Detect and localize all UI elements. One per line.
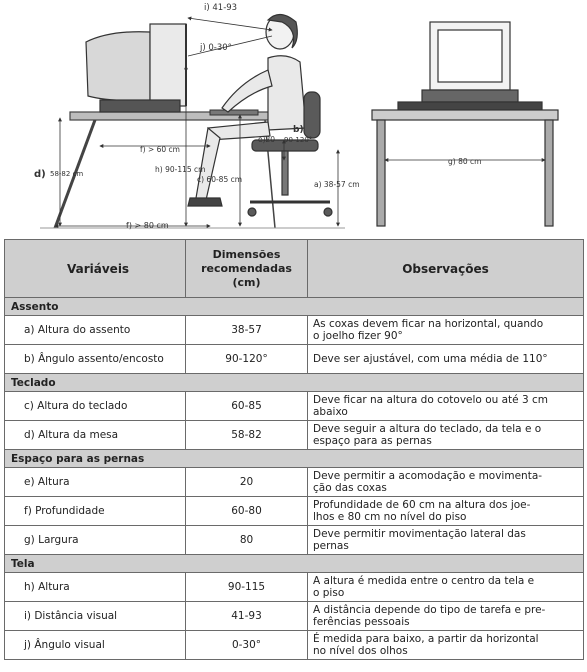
label-d-letter: d): [34, 169, 46, 180]
dimension-cell: 60-85: [186, 392, 308, 421]
monitor-side-view: [86, 24, 186, 112]
header-variables: Variáveis: [5, 240, 186, 298]
variable-cell: g) Largura: [5, 526, 186, 555]
header-dimensions-line2: recomendadas: [201, 261, 292, 275]
header-dimensions: [186, 240, 308, 298]
variable-cell: j) Ângulo visual: [5, 631, 186, 660]
observation-line: Deve permitir a acomodação e movimenta-: [313, 470, 543, 482]
table-row: [5, 316, 584, 345]
section-row: [5, 450, 584, 468]
dimension-cell: 20: [186, 468, 308, 497]
label-e: e)20: [258, 135, 276, 144]
observation-cell: [308, 573, 584, 602]
table-row: [5, 421, 584, 450]
observation-line: abaixo: [313, 406, 348, 418]
label-i: i) 41-93: [204, 3, 238, 13]
observation-line: ferências pessoais: [313, 616, 410, 628]
observation-line: lhos e 80 cm no nível do piso: [313, 511, 467, 523]
desk-front-view: [372, 22, 558, 226]
dimension-cell: 41-93: [186, 602, 308, 631]
observation-line: o joelho fizer 90°: [313, 330, 403, 342]
observation-line: o piso: [313, 587, 345, 599]
header-observations: Observações: [308, 240, 584, 298]
observation-line: pernas: [313, 540, 349, 552]
section-row: [5, 298, 584, 316]
header-dimensions-line1: Dimensões: [212, 247, 281, 261]
dimension-cell: 90-115: [186, 573, 308, 602]
dimension-cell: 80: [186, 526, 308, 555]
variable-cell: h) Altura: [5, 573, 186, 602]
dimension-cell: 60-80: [186, 497, 308, 526]
observation-cell: [308, 345, 584, 374]
observation-line: Deve seguir a altura do teclado, da tela e o: [313, 423, 542, 435]
section-title: Teclado: [5, 374, 584, 392]
observation-cell: [308, 421, 584, 450]
section-title: Tela: [5, 555, 584, 573]
observation-line: É medida para baixo, a partir da horizontal: [313, 633, 539, 645]
label-h: h) 90-115 cm: [155, 165, 206, 174]
section-title: Espaço para as pernas: [5, 450, 584, 468]
dimension-cell: 0-30°: [186, 631, 308, 660]
observation-cell: [308, 526, 584, 555]
ergonomics-table: [4, 239, 584, 660]
observation-cell: [308, 468, 584, 497]
table-row: [5, 392, 584, 421]
label-g: g) 80 cm: [448, 157, 482, 166]
keyboard-shape: [210, 110, 258, 115]
variable-cell: i) Distância visual: [5, 602, 186, 631]
dimension-cell: 58-82: [186, 421, 308, 450]
label-f-top: f) > 60 cm: [140, 145, 180, 154]
observation-cell: [308, 392, 584, 421]
table-row: [5, 631, 584, 660]
workstation-illustration: [0, 0, 587, 238]
table-row: [5, 526, 584, 555]
label-j: j) 0-30°: [200, 43, 232, 53]
label-d-value: 58-82 cm: [50, 170, 84, 178]
observation-line: Deve permitir movimentação lateral das: [313, 528, 526, 540]
observation-line: ção das coxas: [313, 482, 387, 494]
table-row: [5, 468, 584, 497]
variable-cell: a) Altura do assento: [5, 316, 186, 345]
observation-line: A altura é medida entre o centro da tela e: [313, 575, 535, 587]
label-b-value: 90-120°: [284, 136, 313, 144]
observation-line: Profundidade de 60 cm na altura dos joe-: [313, 499, 531, 511]
variable-cell: f) Profundidade: [5, 497, 186, 526]
table-header-row: [5, 240, 584, 298]
dimension-cell: 38-57: [186, 316, 308, 345]
table-row: [5, 602, 584, 631]
table-row: [5, 497, 584, 526]
observation-line: Deve ficar na altura do cotovelo ou até 3 cm: [313, 394, 548, 406]
observation-line: Deve ser ajustável, com uma média de 110°: [313, 353, 548, 365]
observation-cell: [308, 497, 584, 526]
observation-line: A distância depende do tipo de tarefa e pre-: [313, 604, 546, 616]
section-row: [5, 374, 584, 392]
section-title: Assento: [5, 298, 584, 316]
observation-line: espaço para as pernas: [313, 435, 432, 447]
section-row: [5, 555, 584, 573]
observation-line: no nível dos olhos: [313, 645, 408, 657]
dimension-cell: 90-120°: [186, 345, 308, 374]
observation-line: As coxas devem ficar na horizontal, quando: [313, 318, 544, 330]
header-dimensions-line3: (cm): [232, 275, 261, 289]
table-row: [5, 573, 584, 602]
variable-cell: e) Altura: [5, 468, 186, 497]
variable-cell: d) Altura da mesa: [5, 421, 186, 450]
observation-cell: [308, 602, 584, 631]
table-row: [5, 345, 584, 374]
variable-cell: b) Ângulo assento/encosto: [5, 345, 186, 374]
label-b-letter: b): [293, 125, 304, 135]
label-f-bottom: f) > 80 cm: [126, 221, 169, 230]
variable-cell: c) Altura do teclado: [5, 392, 186, 421]
observation-cell: [308, 316, 584, 345]
label-c: c) 60-85 cm: [197, 175, 243, 184]
label-a: a) 38-57 cm: [314, 180, 360, 189]
observation-cell: [308, 631, 584, 660]
